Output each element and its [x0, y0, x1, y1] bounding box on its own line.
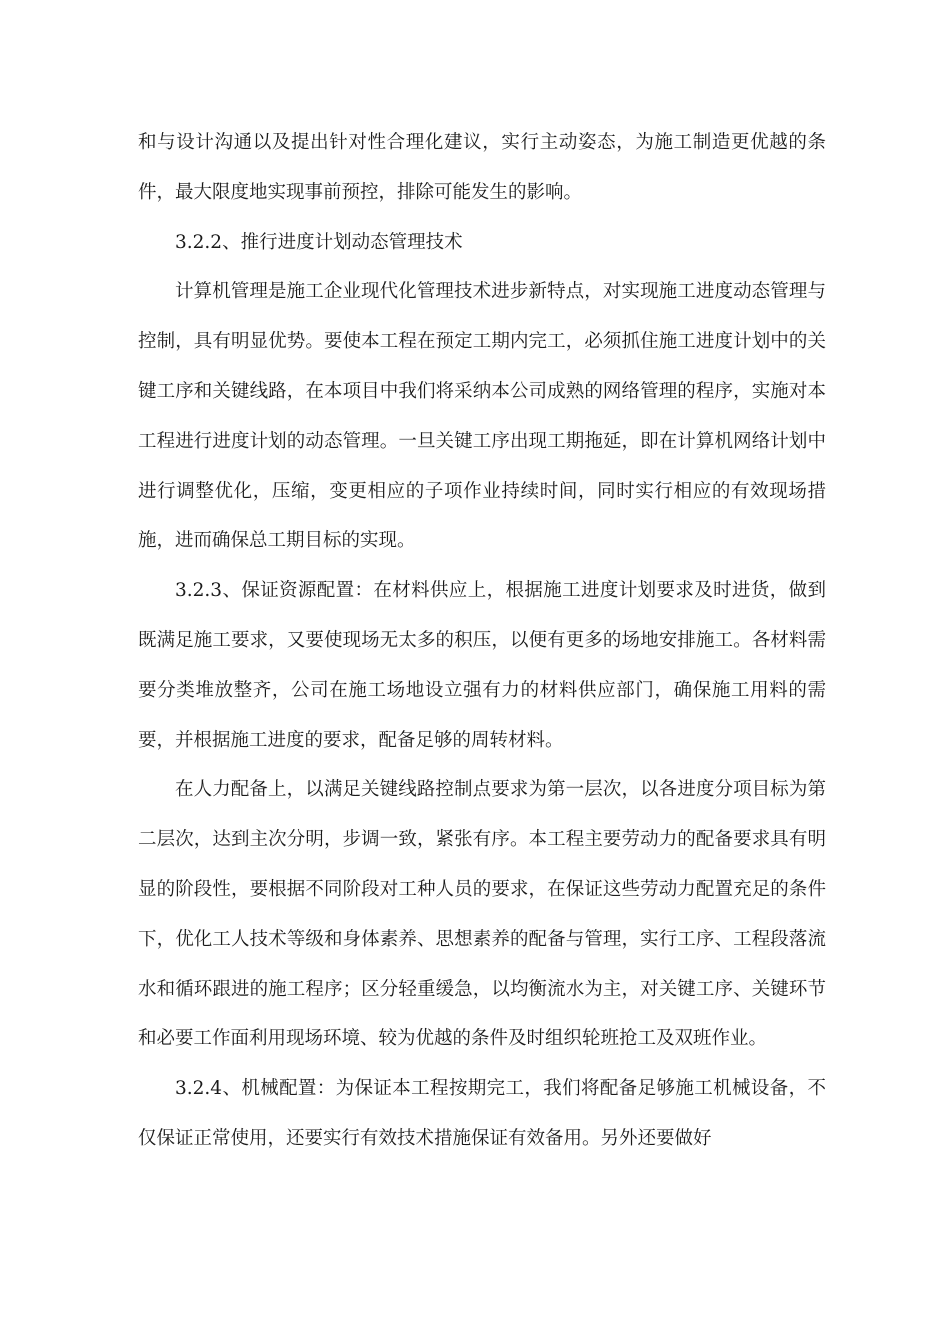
paragraph-3-2-3-resource-allocation: 3.2.3、保证资源配置：在材料供应上，根据施工进度计划要求及时进货，做到既满足施工要求，又要使现场无太多的积压，以便有更多的场地安排施工。各材料需要分类堆放整齐，公司在施工场地设立强有力的材料供应部门，确保施工用料的需要，并根据施工进度的要求，配备足够的周转材料。 — [138, 580, 826, 751]
paragraph-computer-management: 计算机管理是施工企业现代化管理技术进步新特点，对实现施工进度动态管理与控制，具有明显优势。要使本工程在预定工期内完工，必须抓住施工进度计划中的关键工序和关键线路，在本项目中我们将采纳本公司成熟的网络管理的程序，实施对本工程进行进度计划的动态管理。一旦关键工序出现工期拖延，即在计算机网络计划中进行调整优化，压缩，变更相应的子项作业持续时间，同时实行相应的有效现场措施，进而确保总工期目标的实现。 — [138, 281, 826, 552]
paragraph-3-2-4-machinery: 3.2.4、机械配置：为保证本工程按期完工，我们将配备足够施工机械设备，不仅保证正常使用，还要实行有效技术措施保证有效备用。另外还要做好 — [138, 1078, 826, 1149]
section-heading-3-2-2: 3.2.2、推行进度计划动态管理技术 — [175, 231, 463, 253]
paragraph-continuation: 和与设计沟通以及提出针对性合理化建议，实行主动姿态，为施工制造更优越的条件，最大限度地实现事前预控，排除可能发生的影响。 — [138, 132, 826, 203]
document-body — [138, 118, 826, 1164]
paragraph-manpower-allocation: 在人力配备上，以满足关键线路控制点要求为第一层次，以各进度分项目标为第二层次，达到主次分明，步调一致，紧张有序。本工程主要劳动力的配备要求具有明显的阶段性，要根据不同阶段对工种人员的要求，在保证这些劳动力配置充足的条件下，优化工人技术等级和身体素养、思想素养的配备与管理，实行工序、工程段落流水和循环跟进的施工程序；区分轻重缓急，以均衡流水为主，对关键工序、关键环节和必要工作面利用现场环境、较为优越的条件及时组织轮班抢工及双班作业。 — [138, 779, 826, 1050]
